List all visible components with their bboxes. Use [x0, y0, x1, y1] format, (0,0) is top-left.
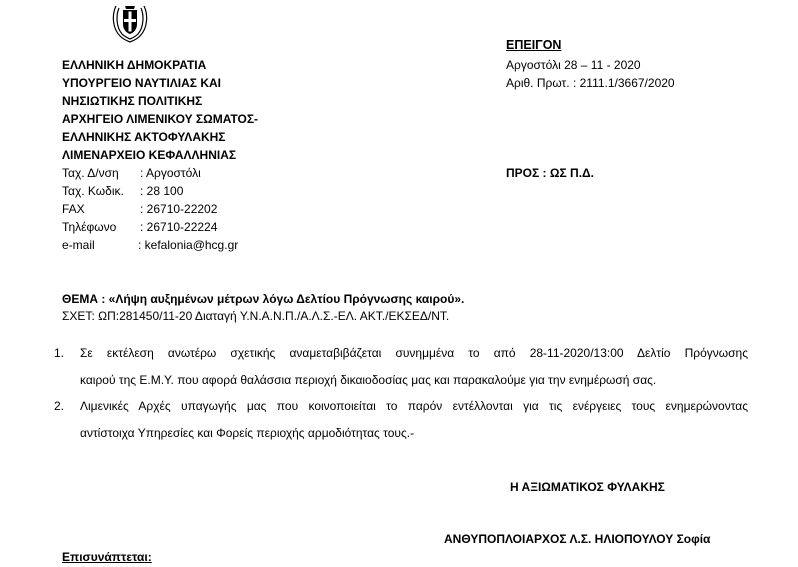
contact-email-label: e-mail	[62, 238, 95, 252]
org-line-6: ΛΙΜΕΝΑΡΧΕΙΟ ΚΕΦΑΛΛΗΝΙΑΣ	[62, 148, 237, 162]
item-1-number: 1.	[54, 346, 65, 360]
contact-email-value[interactable]: : kefalonia@hcg.gr	[138, 238, 239, 252]
recipient-line: ΠΡΟΣ : ΩΣ Π.Δ.	[506, 166, 594, 180]
signature-name: ΑΝΘΥΠΟΠΛΟΙΑΡΧΟΣ Λ.Σ. ΗΛΙΟΠΟΥΛΟΥ Σοφία	[444, 532, 711, 546]
attachments-label: Επισυνάπτεται:	[62, 550, 152, 564]
org-line-5: ΕΛΛΗΝΙΚΗΣ ΑΚΤΟΦΥΛΑΚΗΣ	[62, 130, 226, 144]
item-1-line-2: καιρού της Ε.Μ.Υ. που αφορά θαλάσσια περιοχή δικαιοδοσίας μας και παρακαλούμε για την ενημέρωσή σας.	[80, 373, 657, 387]
document-date: Αργοστόλι 28 – 11 - 2020	[506, 58, 641, 72]
contact-phone-value: : 26710-22224	[140, 220, 218, 234]
subject-reference: ΣΧΕΤ: ΩΠ:281450/11-20 Διαταγή Υ.Ν.Α.Ν.Π./Α.Λ.Σ.-ΕΛ. ΑΚΤ./ΕΚΣΕΔ/ΝΤ.	[62, 309, 450, 323]
item-1-line-1: Σε εκτέλεση ανωτέρω σχετικής αναμεταβιβάζεται συνημμένα το από 28-11-2020/13:00 Δελτίο Πρόγνωσης	[80, 346, 748, 360]
contact-postcode-value: : 28 100	[140, 184, 184, 198]
contact-fax-label: FAX	[62, 202, 85, 216]
contact-postcode-label: Ταχ. Κωδικ.	[62, 184, 124, 198]
coat-of-arms-icon	[108, 0, 152, 44]
org-line-4: ΑΡΧΗΓΕΙΟ ΛΙΜΕΝΙΚΟΥ ΣΩΜΑΤΟΣ-	[62, 112, 259, 126]
org-line-3: ΝΗΣΙΩΤΙΚΗΣ ΠΟΛΙΤΙΚΗΣ	[62, 94, 203, 108]
urgency-label: ΕΠΕΙΓΟΝ	[506, 38, 562, 52]
subject-line	[62, 292, 464, 306]
contact-phone-label: Τηλέφωνο	[62, 220, 117, 234]
subject-text: «Λήψη αυξημένων μέτρων λόγω Δελτίου Πρόγνωσης καιρού».	[108, 292, 465, 306]
item-2-line-2: αντίστοιχα Υπηρεσίες και Φορείς περιοχής αρμοδιότητας τους.-	[80, 426, 415, 440]
org-line-2: ΥΠΟΥΡΓΕΙΟ ΝΑΥΤΙΛΙΑΣ ΚΑΙ	[62, 76, 222, 90]
contact-address-label: Ταχ. Δ/νση	[62, 166, 119, 180]
protocol-number: Αριθ. Πρωτ. : 2111.1/3667/2020	[506, 76, 675, 90]
item-2-line-1: Λιμενικές Αρχές υπαγωγής μας που κοινοποιείται το παρόν εντέλλονται για τις ενέργειες τους ενημερώνοντας	[80, 399, 748, 413]
contact-address-value: : Αργοστόλι	[140, 166, 201, 180]
subject-label: ΘΕΜΑ :	[62, 292, 109, 306]
contact-fax-value: : 26710-22202	[140, 202, 218, 216]
signature-title: Η ΑΞΙΩΜΑΤΙΚΟΣ ΦΥΛΑΚΗΣ	[510, 480, 665, 494]
item-2-number: 2.	[54, 399, 65, 413]
org-line-1: ΕΛΛΗΝΙΚΗ ΔΗΜΟΚΡΑΤΙΑ	[62, 58, 207, 72]
